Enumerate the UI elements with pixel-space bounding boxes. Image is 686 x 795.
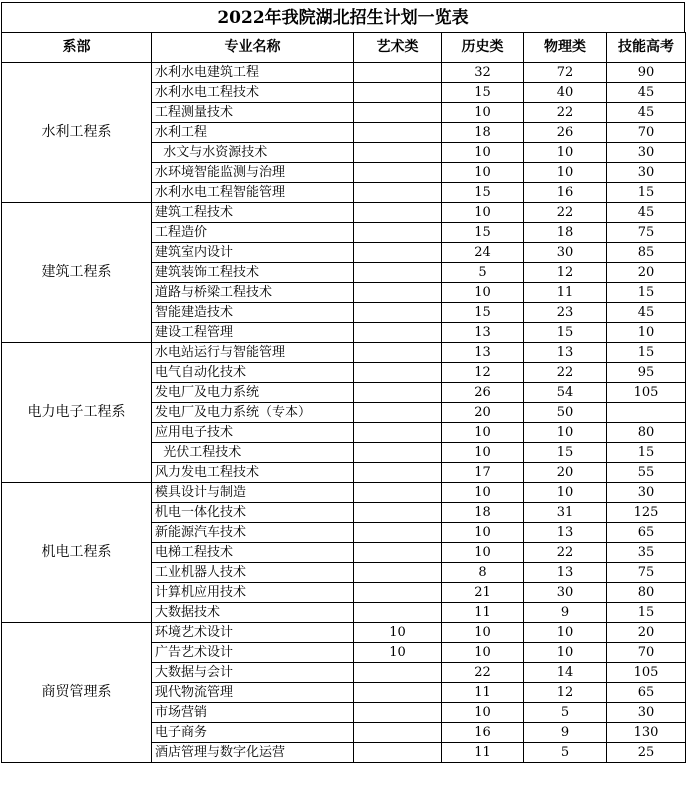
history-count-cell: 20: [442, 403, 524, 423]
table-row: [2, 63, 686, 83]
history-count-cell: 12: [442, 363, 524, 383]
header-major: 专业名称: [152, 33, 354, 63]
art-count-cell: [354, 703, 442, 723]
table-row: [2, 343, 686, 363]
department-cell: 商贸管理系: [2, 623, 152, 763]
major-name-cell: 电梯工程技术: [152, 543, 354, 563]
art-count-cell: [354, 523, 442, 543]
history-count-cell: 11: [442, 743, 524, 763]
skill-exam-count-cell: 80: [607, 423, 686, 443]
skill-exam-count-cell: 125: [607, 503, 686, 523]
major-name-cell: 大数据与会计: [152, 663, 354, 683]
department-cell: 机电工程系: [2, 483, 152, 623]
major-name-cell: 电子商务: [152, 723, 354, 743]
history-count-cell: 15: [442, 183, 524, 203]
skill-exam-count-cell: 45: [607, 303, 686, 323]
major-name-cell: 水利工程: [152, 123, 354, 143]
history-count-cell: 15: [442, 223, 524, 243]
physics-count-cell: 30: [524, 583, 607, 603]
department-cell: 电力电子工程系: [2, 343, 152, 483]
header-history: 历史类: [442, 33, 524, 63]
skill-exam-count-cell: 30: [607, 483, 686, 503]
skill-exam-count-cell: 75: [607, 223, 686, 243]
major-name-cell: 建筑工程技术: [152, 203, 354, 223]
physics-count-cell: 20: [524, 463, 607, 483]
art-count-cell: [354, 543, 442, 563]
art-count-cell: 10: [354, 643, 442, 663]
physics-count-cell: 31: [524, 503, 607, 523]
physics-count-cell: 10: [524, 143, 607, 163]
history-count-cell: 16: [442, 723, 524, 743]
history-count-cell: 15: [442, 83, 524, 103]
art-count-cell: [354, 243, 442, 263]
art-count-cell: [354, 463, 442, 483]
art-count-cell: [354, 63, 442, 83]
skill-exam-count-cell: 15: [607, 183, 686, 203]
table-row: [2, 203, 686, 223]
major-name-cell: 工业机器人技术: [152, 563, 354, 583]
physics-count-cell: 54: [524, 383, 607, 403]
history-count-cell: 10: [442, 163, 524, 183]
art-count-cell: [354, 223, 442, 243]
history-count-cell: 22: [442, 663, 524, 683]
skill-exam-count-cell: 15: [607, 603, 686, 623]
art-count-cell: [354, 183, 442, 203]
art-count-cell: [354, 143, 442, 163]
major-name-cell: 广告艺术设计: [152, 643, 354, 663]
major-name-cell: 风力发电工程技术: [152, 463, 354, 483]
skill-exam-count-cell: 10: [607, 323, 686, 343]
major-name-cell: 模具设计与制造: [152, 483, 354, 503]
art-count-cell: [354, 343, 442, 363]
art-count-cell: [354, 503, 442, 523]
physics-count-cell: 11: [524, 283, 607, 303]
major-name-cell: 计算机应用技术: [152, 583, 354, 603]
major-name-cell: 水环境智能监测与治理: [152, 163, 354, 183]
history-count-cell: 10: [442, 203, 524, 223]
skill-exam-count-cell: 80: [607, 583, 686, 603]
major-name-cell: 现代物流管理: [152, 683, 354, 703]
physics-count-cell: 26: [524, 123, 607, 143]
header-physics: 物理类: [524, 33, 607, 63]
art-count-cell: [354, 583, 442, 603]
history-count-cell: 26: [442, 383, 524, 403]
history-count-cell: 13: [442, 323, 524, 343]
physics-count-cell: 22: [524, 543, 607, 563]
major-name-cell: 水利水电工程智能管理: [152, 183, 354, 203]
skill-exam-count-cell: 45: [607, 103, 686, 123]
skill-exam-count-cell: 105: [607, 383, 686, 403]
history-count-cell: 10: [442, 643, 524, 663]
physics-count-cell: 5: [524, 743, 607, 763]
art-count-cell: [354, 283, 442, 303]
art-count-cell: [354, 683, 442, 703]
art-count-cell: [354, 203, 442, 223]
physics-count-cell: 10: [524, 643, 607, 663]
art-count-cell: [354, 123, 442, 143]
major-name-cell: 大数据技术: [152, 603, 354, 623]
major-name-cell: 建筑室内设计: [152, 243, 354, 263]
skill-exam-count-cell: 90: [607, 63, 686, 83]
history-count-cell: 13: [442, 343, 524, 363]
major-name-cell: 道路与桥梁工程技术: [152, 283, 354, 303]
physics-count-cell: 14: [524, 663, 607, 683]
skill-exam-count-cell: 35: [607, 543, 686, 563]
skill-exam-count-cell: 30: [607, 163, 686, 183]
table-body: [2, 63, 686, 763]
physics-count-cell: 10: [524, 623, 607, 643]
major-name-cell: 建设工程管理: [152, 323, 354, 343]
history-count-cell: 24: [442, 243, 524, 263]
art-count-cell: [354, 663, 442, 683]
header-row: [2, 33, 686, 63]
physics-count-cell: 12: [524, 263, 607, 283]
major-name-cell: 工程造价: [152, 223, 354, 243]
physics-count-cell: 18: [524, 223, 607, 243]
header-skill-exam: 技能高考: [607, 33, 686, 63]
art-count-cell: [354, 563, 442, 583]
history-count-cell: 32: [442, 63, 524, 83]
physics-count-cell: 13: [524, 523, 607, 543]
history-count-cell: 10: [442, 523, 524, 543]
physics-count-cell: 10: [524, 163, 607, 183]
art-count-cell: [354, 383, 442, 403]
physics-count-cell: 10: [524, 423, 607, 443]
history-count-cell: 8: [442, 563, 524, 583]
header-art: 艺术类: [354, 33, 442, 63]
physics-count-cell: 15: [524, 323, 607, 343]
physics-count-cell: 22: [524, 363, 607, 383]
skill-exam-count-cell: 95: [607, 363, 686, 383]
art-count-cell: [354, 303, 442, 323]
history-count-cell: 10: [442, 443, 524, 463]
history-count-cell: 5: [442, 263, 524, 283]
skill-exam-count-cell: 75: [607, 563, 686, 583]
department-cell: 水利工程系: [2, 63, 152, 203]
skill-exam-count-cell: 70: [607, 643, 686, 663]
history-count-cell: 10: [442, 483, 524, 503]
major-name-cell: 环境艺术设计: [152, 623, 354, 643]
major-name-cell: 建筑装饰工程技术: [152, 263, 354, 283]
art-count-cell: [354, 363, 442, 383]
art-count-cell: [354, 263, 442, 283]
major-name-cell: 机电一体化技术: [152, 503, 354, 523]
physics-count-cell: 13: [524, 343, 607, 363]
art-count-cell: [354, 323, 442, 343]
major-name-cell: 应用电子技术: [152, 423, 354, 443]
physics-count-cell: 22: [524, 103, 607, 123]
history-count-cell: 21: [442, 583, 524, 603]
skill-exam-count-cell: 30: [607, 143, 686, 163]
physics-count-cell: 30: [524, 243, 607, 263]
enrollment-plan-sheet: [1, 2, 685, 763]
art-count-cell: [354, 403, 442, 423]
skill-exam-count-cell: [607, 403, 686, 423]
art-count-cell: [354, 423, 442, 443]
skill-exam-count-cell: 45: [607, 83, 686, 103]
skill-exam-count-cell: 20: [607, 263, 686, 283]
physics-count-cell: 9: [524, 723, 607, 743]
table-row: [2, 483, 686, 503]
major-name-cell: 电气自动化技术: [152, 363, 354, 383]
art-count-cell: [354, 483, 442, 503]
major-name-cell: 发电厂及电力系统（专本）: [152, 403, 354, 423]
art-count-cell: [354, 163, 442, 183]
history-count-cell: 10: [442, 143, 524, 163]
skill-exam-count-cell: 15: [607, 343, 686, 363]
art-count-cell: 10: [354, 623, 442, 643]
physics-count-cell: 13: [524, 563, 607, 583]
skill-exam-count-cell: 20: [607, 623, 686, 643]
major-name-cell: 酒店管理与数字化运营: [152, 743, 354, 763]
major-name-cell: 工程测量技术: [152, 103, 354, 123]
art-count-cell: [354, 443, 442, 463]
table-title: 2022年我院湖北招生计划一览表: [1, 2, 685, 32]
history-count-cell: 18: [442, 123, 524, 143]
physics-count-cell: 22: [524, 203, 607, 223]
physics-count-cell: 10: [524, 483, 607, 503]
physics-count-cell: 72: [524, 63, 607, 83]
skill-exam-count-cell: 65: [607, 683, 686, 703]
history-count-cell: 10: [442, 103, 524, 123]
history-count-cell: 10: [442, 703, 524, 723]
physics-count-cell: 5: [524, 703, 607, 723]
major-name-cell: 光伏工程技术: [152, 443, 354, 463]
major-name-cell: 市场营销: [152, 703, 354, 723]
header-department: 系部: [2, 33, 152, 63]
history-count-cell: 11: [442, 603, 524, 623]
major-name-cell: 水电站运行与智能管理: [152, 343, 354, 363]
art-count-cell: [354, 83, 442, 103]
physics-count-cell: 15: [524, 443, 607, 463]
history-count-cell: 15: [442, 303, 524, 323]
physics-count-cell: 23: [524, 303, 607, 323]
art-count-cell: [354, 743, 442, 763]
skill-exam-count-cell: 30: [607, 703, 686, 723]
physics-count-cell: 40: [524, 83, 607, 103]
history-count-cell: 17: [442, 463, 524, 483]
skill-exam-count-cell: 45: [607, 203, 686, 223]
art-count-cell: [354, 103, 442, 123]
history-count-cell: 10: [442, 423, 524, 443]
physics-count-cell: 16: [524, 183, 607, 203]
art-count-cell: [354, 723, 442, 743]
skill-exam-count-cell: 105: [607, 663, 686, 683]
major-name-cell: 水利水电工程技术: [152, 83, 354, 103]
skill-exam-count-cell: 130: [607, 723, 686, 743]
skill-exam-count-cell: 85: [607, 243, 686, 263]
skill-exam-count-cell: 25: [607, 743, 686, 763]
skill-exam-count-cell: 55: [607, 463, 686, 483]
physics-count-cell: 9: [524, 603, 607, 623]
art-count-cell: [354, 603, 442, 623]
physics-count-cell: 12: [524, 683, 607, 703]
history-count-cell: 10: [442, 543, 524, 563]
table-row: [2, 623, 686, 643]
history-count-cell: 10: [442, 283, 524, 303]
department-cell: 建筑工程系: [2, 203, 152, 343]
history-count-cell: 11: [442, 683, 524, 703]
skill-exam-count-cell: 15: [607, 283, 686, 303]
major-name-cell: 水文与水资源技术: [152, 143, 354, 163]
skill-exam-count-cell: 70: [607, 123, 686, 143]
skill-exam-count-cell: 15: [607, 443, 686, 463]
skill-exam-count-cell: 65: [607, 523, 686, 543]
major-name-cell: 水利水电建筑工程: [152, 63, 354, 83]
history-count-cell: 10: [442, 623, 524, 643]
history-count-cell: 18: [442, 503, 524, 523]
physics-count-cell: 50: [524, 403, 607, 423]
major-name-cell: 发电厂及电力系统: [152, 383, 354, 403]
major-name-cell: 智能建造技术: [152, 303, 354, 323]
major-name-cell: 新能源汽车技术: [152, 523, 354, 543]
enrollment-table: [1, 32, 686, 763]
